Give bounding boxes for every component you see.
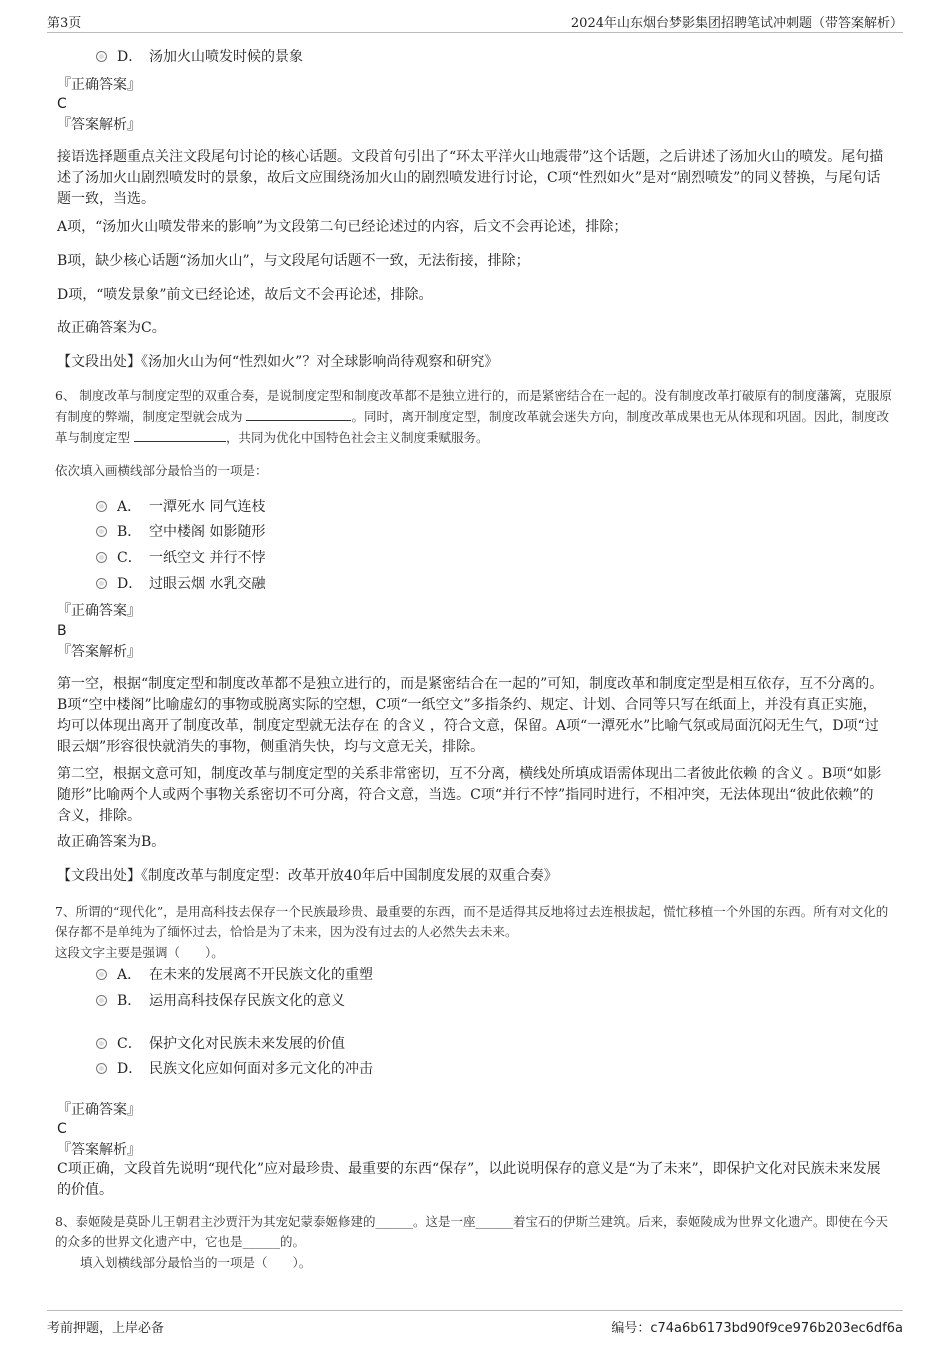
analysis-paragraph: C项正确，文段首先说明“现代化”应对最珍贵、最重要的东西“保存”，以此说明保存的意义是“为了未来”，即保护文化对民族未来发展的价值。 xyxy=(57,1161,881,1198)
page-header xyxy=(47,10,903,33)
answer-label: 『正确答案』 xyxy=(57,77,141,93)
fill-blank xyxy=(134,427,226,442)
question-6-stem: 6、 制度改革与制度定型的双重合奏，是说制度定型和制度改革都不是独立进行的，而是紧密结合在一起的。没有制度改革打破原有的制度藩篱，克服原有制度的弊端，制度定型就会成为 。同时，离开制度定型，制度改革就会迷失方向，制度改革成果也无从体现和巩固。因此，制度改革与制度定型 ，共同为优化中国特色社会主义制度秉赋服务。 xyxy=(55,388,892,445)
question-7-stem: 7、所谓的“现代化”，是用高科技去保存一个民族最珍贵、最重要的东西，而不是适得其反地将过去连根拔起，慌忙移植一个外国的东西。所有对文化的保存都不是单纯为了缅怀过去，恰恰是为了未来，因为没有过去的人必然失去未来。 xyxy=(55,904,889,939)
fill-blank: ______ xyxy=(475,1214,513,1229)
radio-icon[interactable] xyxy=(96,51,107,62)
page-number: 第3页 xyxy=(47,16,82,31)
conclusion: 故正确答案为C。 xyxy=(57,320,166,336)
source: 【文段出处】《制度改革与制度定型：改革开放40年后中国制度发展的双重合奏》 xyxy=(57,868,558,884)
option-c[interactable]: C． 一纸空文 并行不悖 xyxy=(96,548,265,568)
analysis-paragraph: D项，“喷发景象”前文已经论述，故后文不会再论述，排除。 xyxy=(57,287,433,303)
analysis-paragraph: 第一空，根据“制度定型和制度改革都不是独立进行的，而是紧密结合在一起的”可知，制度改革和制度定型是相互依存，互不分离的。B项“空中楼阁”比喻虚幻的事物或脱离实际的空想，C项“一纸空文”多指条约、规定、计划、合同等只写在纸面上，并没有真正实施，均可以体现出离开了制度改革，制度定型就无法存在 的含义 ，符合文意，保留。A项“一潭死水”比喻气氛或局面沉闷无生气，D项“过眼云烟”形容很快就消失的事物，侧重消失快，均与文意无关，排除。 xyxy=(57,676,884,755)
answer-value: B xyxy=(57,623,67,639)
conclusion: 故正确答案为B。 xyxy=(57,834,166,850)
radio-icon[interactable] xyxy=(96,969,107,980)
footer-slogan: 考前押题，上岸必备 xyxy=(47,1321,165,1336)
analysis-paragraph: 接语选择题重点关注文段尾句讨论的核心话题。文段首句引出了“环太平洋火山地震带”这个话题，之后讲述了汤加火山的喷发。尾句描述了汤加火山剧烈喷发时的景象，故后文应围绕汤加火山的剧烈喷发进行讨论，C项“性烈如火”是对“剧烈喷发”的同义替换，与尾句话题一致，当选。 xyxy=(57,149,884,207)
radio-icon[interactable] xyxy=(96,526,107,537)
analysis-label: 『答案解析』 xyxy=(57,117,141,133)
option-a[interactable]: A． 一潭死水 同气连枝 xyxy=(96,497,265,517)
analysis-label: 『答案解析』 xyxy=(57,1142,141,1158)
option-d[interactable]: D． 汤加火山喷发时候的景象 xyxy=(96,47,303,67)
analysis-paragraph: 第二空，根据文意可知，制度改革与制度定型的关系非常密切，互不分离，横线处所填成语需体现出二者彼此依赖 的含义 。B项“如影随形”比喻两个人或两个事物关系密切不可分离，符合文意，当选。C项“并行不悖”指同时进行，不相冲突，无法体现出“彼此依赖”的含义，排除。 xyxy=(57,766,882,824)
radio-icon[interactable] xyxy=(96,1038,107,1049)
option-b[interactable]: B． 空中楼阁 如影随形 xyxy=(96,522,265,542)
radio-icon[interactable] xyxy=(96,1063,107,1074)
option-d[interactable]: D． 过眼云烟 水乳交融 xyxy=(96,574,265,594)
source: 【文段出处】《汤加火山为何“性烈如火”？对全球影响尚待观察和研究》 xyxy=(57,354,499,370)
document-title: 2024年山东烟台梦影集团招聘笔试冲刺题（带答案解析） xyxy=(570,16,903,31)
option-d[interactable]: D． 民族文化应如何面对多元文化的冲击 xyxy=(96,1059,373,1079)
answer-label: 『正确答案』 xyxy=(57,603,141,619)
answer-value: C xyxy=(57,1121,67,1137)
analysis-label: 『答案解析』 xyxy=(57,644,141,660)
option-c[interactable]: C． 保护文化对民族未来发展的价值 xyxy=(96,1034,345,1054)
question-6-prompt: 依次填入画横线部分最恰当的一项是： xyxy=(55,463,268,478)
radio-icon[interactable] xyxy=(96,501,107,512)
analysis-paragraph: B项，缺少核心话题“汤加火山”，与文段尾句话题不一致，无法衔接，排除； xyxy=(57,253,530,269)
question-8-stem: 8、泰姬陵是莫卧儿王朝君主沙贾汗为其宠妃蒙泰姬修建的______。这是一座______着宝石的伊斯兰建筑。后来，泰姬陵成为世界文化遗产。即使在今天的众多的世界文化遗产中，它也是______的。 xyxy=(55,1214,888,1249)
answer-value: C xyxy=(57,96,67,112)
radio-icon[interactable] xyxy=(96,578,107,589)
question-8-prompt: 填入划横线部分最恰当的一项是（ ）。 xyxy=(80,1255,312,1270)
document-code: 编号：c74a6b6173bd90f9ce976b203ec6df6a xyxy=(611,1321,903,1336)
radio-icon[interactable] xyxy=(96,995,107,1006)
question-7-prompt: 这段文字主要是强调（ ）。 xyxy=(55,945,224,960)
answer-label: 『正确答案』 xyxy=(57,1102,141,1118)
option-b[interactable]: B． 运用高科技保存民族文化的意义 xyxy=(96,991,345,1011)
fill-blank xyxy=(246,406,351,421)
fill-blank: ______ xyxy=(242,1234,281,1249)
fill-blank: ______ xyxy=(375,1214,413,1229)
radio-icon[interactable] xyxy=(96,552,107,563)
page-footer xyxy=(47,1310,903,1337)
option-a[interactable]: A． 在未来的发展离不开民族文化的重塑 xyxy=(96,965,373,985)
analysis-paragraph: A项，“汤加火山喷发带来的影响”为文段第二句已经论述过的内容，后文不会再论述，排除； xyxy=(57,219,628,235)
